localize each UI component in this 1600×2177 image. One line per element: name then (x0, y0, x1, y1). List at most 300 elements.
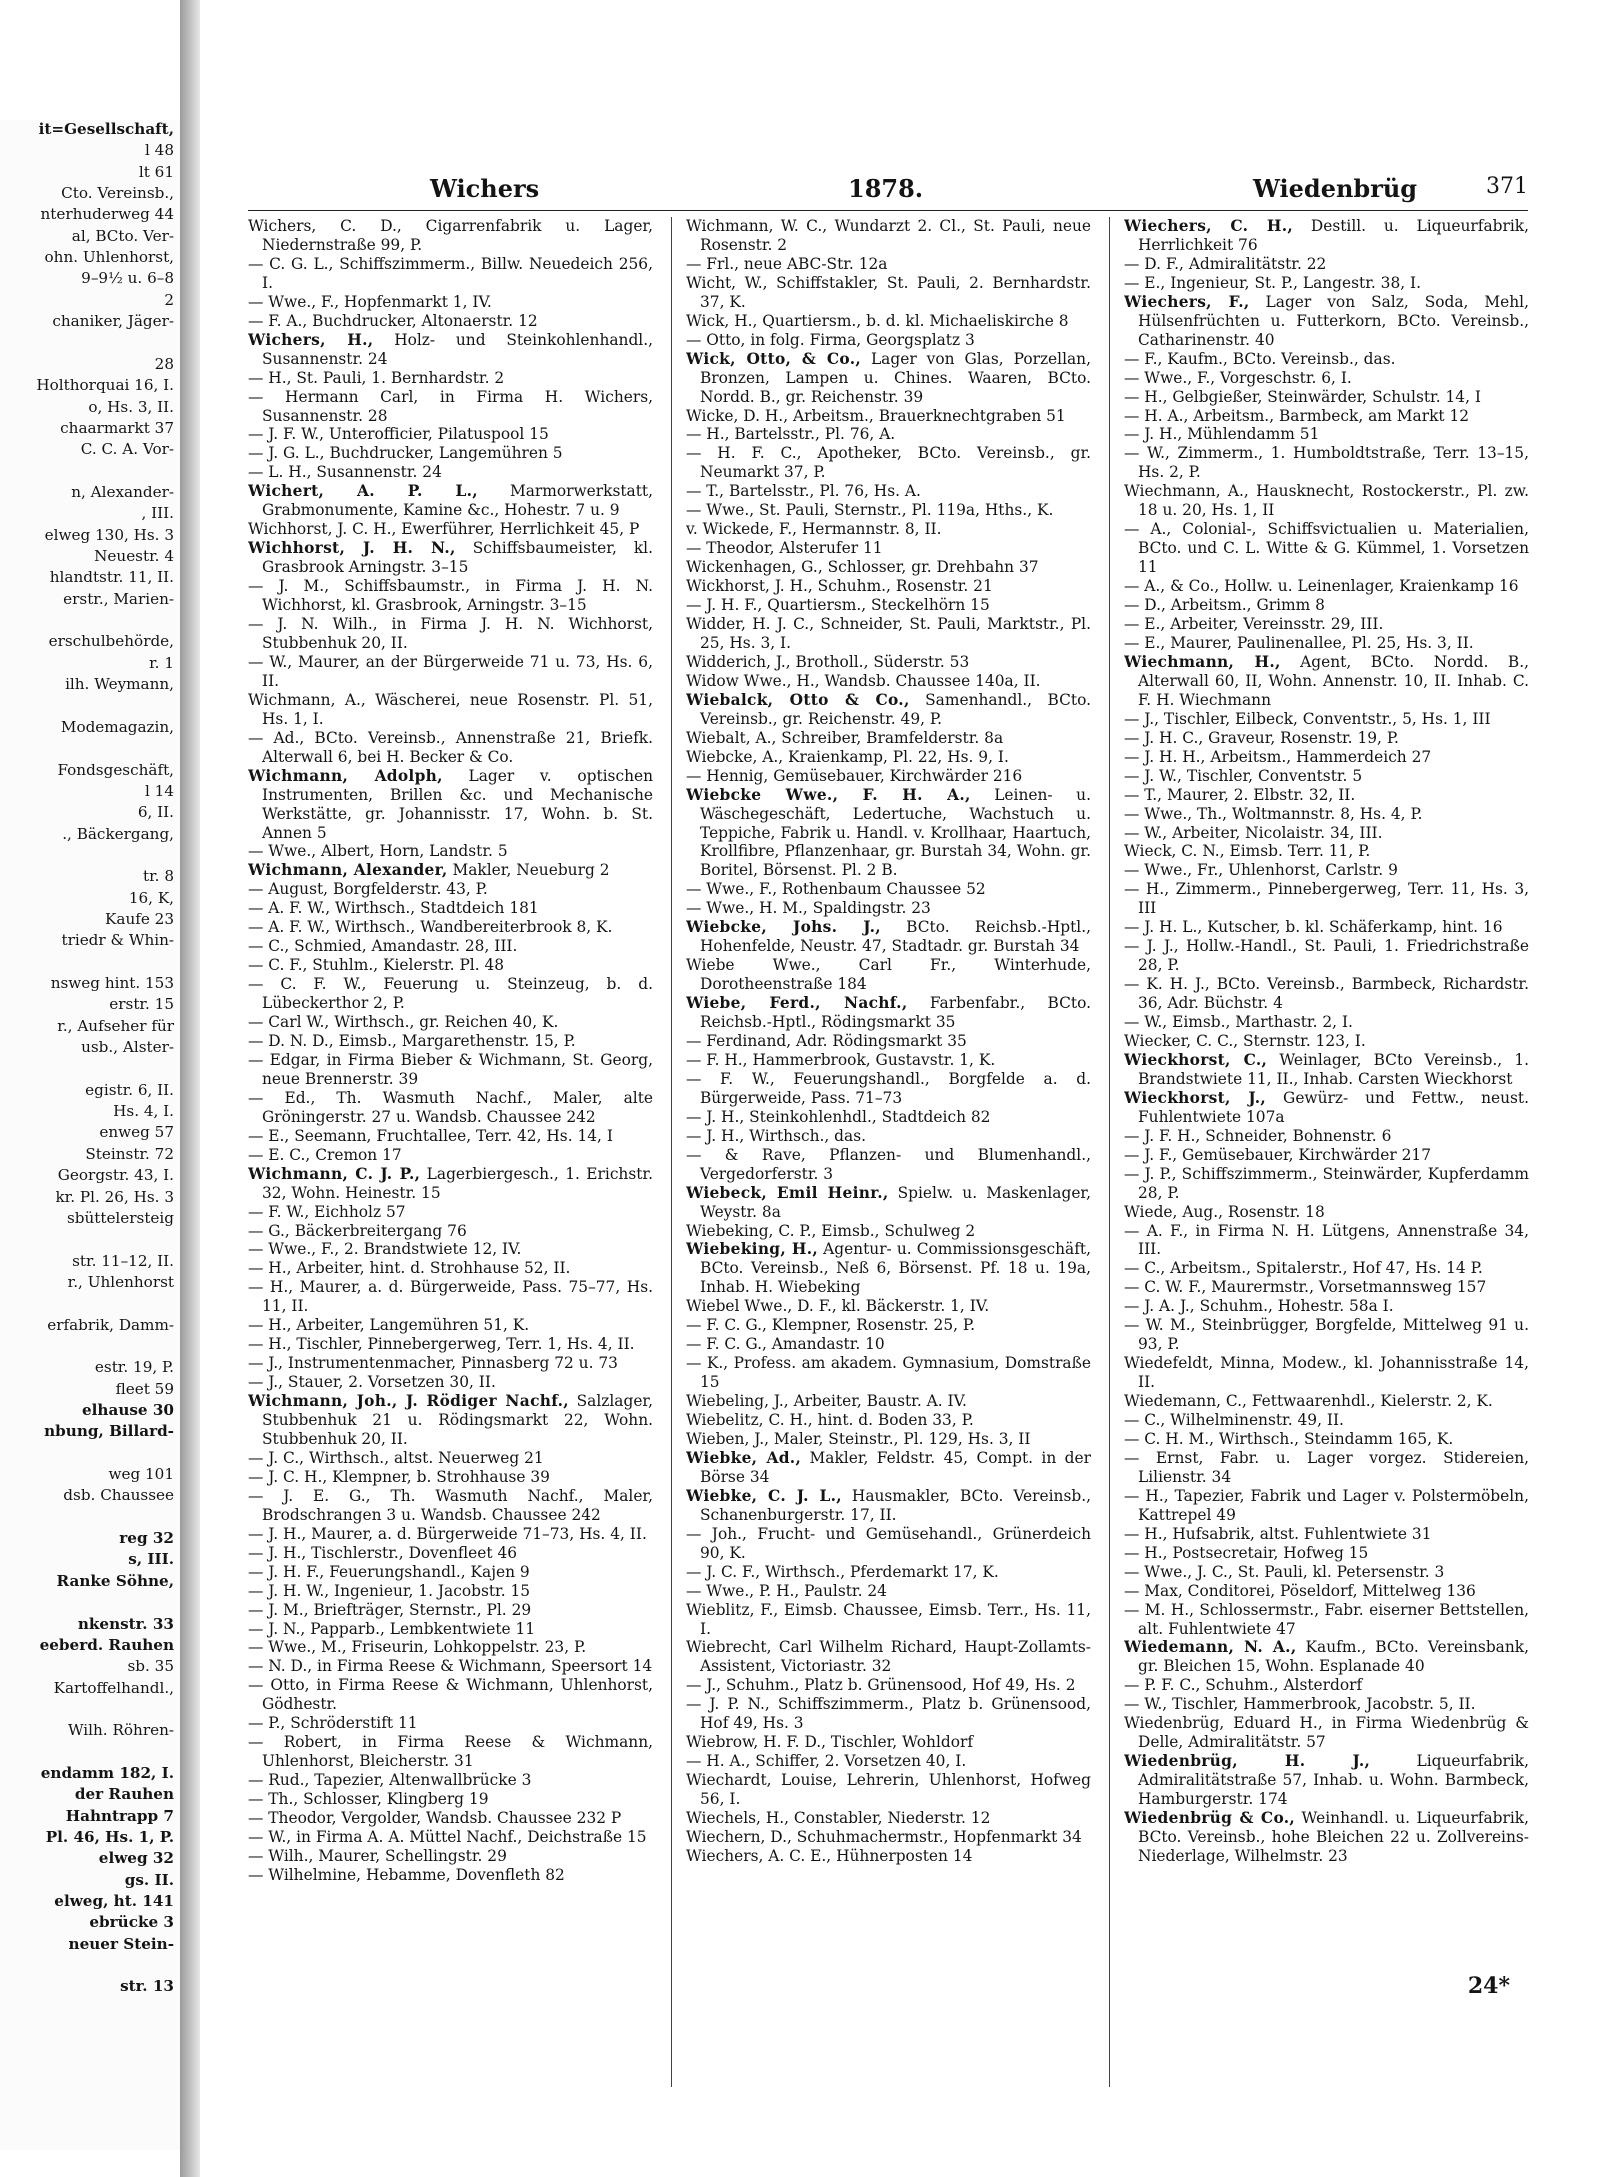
entry-details: Weinhandl. u. Liqueurfabrik, BCto. Vereinsb., hohe Bleichen 22 u. Zollvereins-Niederlage, Wilhelmstr. 23 (1138, 1809, 1529, 1865)
entry-details: Wiedemann, C., Fettwaarenhdl., Kielerstr. 2, K. (1124, 1392, 1493, 1411)
left-page-text-fragment: erfabrik, Damm- (47, 1315, 174, 1334)
directory-entry (248, 937, 653, 956)
entry-details: — Rud., Tapezier, Altenwallbrücke 3 (248, 1771, 532, 1790)
directory-entry (686, 994, 1091, 1032)
directory-entry (248, 1866, 653, 1885)
entry-name: Wichmann, Adolph, (248, 766, 443, 785)
entry-details: — Wwe., Albert, Horn, Landstr. 5 (248, 842, 508, 861)
directory-entry (686, 1240, 1091, 1297)
entry-name: Wiechmann, H., (1124, 652, 1281, 671)
left-page-text-fragment: Cto. Vereinsb., (61, 184, 174, 203)
entry-details: — Wwe., F., Rothenbaum Chaussee 52 (686, 880, 986, 899)
entry-details: Wiechern, D., Schuhmachermstr., Hopfenmarkt 34 (686, 1828, 1082, 1847)
directory-entry (686, 1032, 1091, 1051)
entry-details: Spielw. u. Maskenlager, Weystr. 8a (700, 1183, 1091, 1221)
entry-details: — J. F., Gemüsebauer, Kirchwärder 217 (1124, 1145, 1432, 1164)
entry-details: Wiebe Wwe., Carl Fr., Winterhude, Dorotheenstraße 184 (686, 956, 1091, 994)
entry-name: Wieckhorst, C., (1124, 1050, 1268, 1069)
left-page-text-fragment: elhause 30 (82, 1401, 174, 1419)
directory-entry (248, 369, 653, 388)
directory-entry (248, 1563, 653, 1582)
directory-entry (248, 217, 653, 255)
directory-entry (1124, 861, 1529, 880)
entry-name: Wiedenbrüg, H. J., (1124, 1752, 1371, 1771)
signature-mark: 24* (1467, 1973, 1510, 1999)
entry-details: — Joh., Frucht- und Gemüsehandl., Grünerdeich 90, K. (686, 1524, 1091, 1562)
left-page-text-fragment: fleet 59 (115, 1379, 174, 1398)
entry-details: — P. F. C., Schuhm., Alsterdorf (1124, 1676, 1363, 1695)
entry-details: — Ernst, Fabr. u. Lager vorgez. Stidereien, Lilienstr. 34 (1124, 1448, 1529, 1486)
directory-entry (1124, 1487, 1529, 1525)
directory-entry (686, 880, 1091, 899)
directory-entry (686, 1563, 1091, 1582)
directory-entry (248, 482, 653, 520)
left-page-text-fragment: 2 (164, 290, 174, 309)
directory-entry (1124, 1563, 1529, 1582)
directory-entry (686, 312, 1091, 331)
entry-details: — C., Schmied, Amandastr. 28, III. (248, 937, 518, 956)
left-page-text-fragment: reg 32 (119, 1529, 174, 1548)
entry-details: BCto. Reichsb.-Hptl., Hohenfelde, Neustr. 47, Stadtadr. gr. Burstah 34 (700, 918, 1091, 956)
entry-details: — H., Tapezier, Fabrik und Lager v. Polstermöbeln, Kattrepel 49 (1124, 1486, 1529, 1524)
directory-entry (248, 1259, 653, 1278)
directory-entry (248, 1203, 653, 1222)
directory-entry (248, 1544, 653, 1563)
directory-entry (686, 1127, 1091, 1146)
entry-details: — T., Bartelsstr., Pl. 76, Hs. A. (686, 482, 921, 501)
directory-entry (686, 558, 1091, 577)
entry-details: — J. E. G., Th. Wasmuth Nachf., Maler, Brodschrangen 3 u. Wandsb. Chaussee 242 (248, 1486, 653, 1524)
entry-details: — Th., Schlosser, Klingberg 19 (248, 1790, 489, 1809)
directory-entry (1124, 1544, 1529, 1563)
entry-details: — Otto, in folg. Firma, Georgsplatz 3 (686, 330, 975, 349)
directory-entry (686, 899, 1091, 918)
entry-details: — Wwe., Th., Woltmannstr. 8, Hs. 4, P. (1124, 804, 1423, 823)
entry-details: — J. C. F., Wirthsch., Pferdemarkt 17, K. (686, 1562, 999, 1581)
directory-page (248, 170, 1528, 2087)
entry-details: Agentur- u. Commissionsgeschäft, BCto. Vereinsb., Neß 6, Börsenst. Pf. 18 u. 19a, Inhab. H. Wiebeking (700, 1240, 1091, 1297)
directory-entry (1124, 369, 1529, 388)
entry-details: Wiedenbrüg, Eduard H., in Firma Wiedenbrüg & Delle, Admiralitätstr. 57 (1124, 1714, 1529, 1752)
left-page-text-fragment: nbung, Billard- (44, 1422, 174, 1441)
left-page-text-fragment: Georgstr. 43, I. (57, 1166, 174, 1185)
entry-details: — W., Maurer, an der Bürgerweide 71 u. 73, Hs. 6, II. (248, 652, 653, 690)
entry-details: — Hermann Carl, in Firma H. Wichers, Susannenstr. 28 (248, 387, 653, 425)
directory-entry (686, 956, 1091, 994)
directory-entry (248, 1771, 653, 1790)
directory-entry (686, 1430, 1091, 1449)
left-page-text-fragment: ., Bäckergang, (62, 824, 174, 843)
directory-entry (686, 672, 1091, 691)
left-page-text-fragment: it=Gesellschaft, (38, 120, 174, 138)
directory-entry (1124, 824, 1529, 843)
entry-details: Wicke, D. H., Arbeitsm., Brauerknechtgraben 51 (686, 406, 1066, 425)
directory-entry (686, 1146, 1091, 1184)
directory-entry (248, 918, 653, 937)
directory-entry (1124, 1354, 1529, 1392)
directory-entry (248, 463, 653, 482)
directory-entry (248, 1373, 653, 1392)
directory-entry (248, 1525, 653, 1544)
entry-details: — J. H. C., Graveur, Rosenstr. 19, P. (1124, 728, 1399, 747)
directory-entry (686, 1733, 1091, 1752)
directory-entry (248, 899, 653, 918)
entry-details: — J. M., Briefträger, Sternstr., Pl. 29 (248, 1600, 532, 1619)
previous-page-fragment (0, 120, 180, 2150)
entry-details: — J., Schuhm., Platz b. Grünensood, Hof 49, Hs. 2 (686, 1676, 1076, 1695)
entry-details: Makler, Feldstr. 45, Compt. in der Börse 34 (700, 1448, 1091, 1486)
directory-entry (686, 1847, 1091, 1866)
entry-details: — Wwe., P. H., Paulstr. 24 (686, 1581, 887, 1600)
entry-details: — H., St. Pauli, 1. Bernhardstr. 2 (248, 368, 505, 387)
directory-entry (1124, 937, 1529, 975)
directory-entry (248, 1449, 653, 1468)
entry-details: — A., Colonial-, Schiffsvictualien u. Materialien, BCto. und C. L. Witte & G. Kümmel, 1. Vorsetzen 11 (1124, 520, 1529, 577)
entry-details: Kaufm., BCto. Vereinsbank, gr. Bleichen 15, Wohn. Esplanade 40 (1138, 1638, 1529, 1676)
columns-area (248, 217, 1528, 2087)
page-number: 371 (1486, 174, 1528, 199)
entry-name: Wichmann, C. J. P., (248, 1164, 421, 1183)
entry-details: Weinlager, BCto Vereinsb., 1. Brandstwiete 11, II., Inhab. Carsten Wieckhorst (1138, 1050, 1529, 1088)
entry-details: — C., Wilhelminenstr. 49, II. (1124, 1411, 1344, 1430)
directory-entry (248, 1733, 653, 1771)
entry-details: — Wilhelmine, Hebamme, Dovenfleth 82 (248, 1865, 565, 1884)
entry-details: — J. F. W., Unterofficier, Pilatuspool 15 (248, 425, 549, 444)
entry-details: Wieck, C. N., Eimsb. Terr. 11, P. (1124, 842, 1371, 861)
directory-entry (248, 1847, 653, 1866)
left-page-text-fragment: gs. II. (124, 1870, 174, 1889)
entry-details: Wick, H., Quartiersm., b. d. kl. Michaeliskirche 8 (686, 311, 1069, 330)
entry-details: — H. A., Schiffer, 2. Vorsetzen 40, I. (686, 1752, 967, 1771)
directory-entry (686, 615, 1091, 653)
directory-entry (686, 1222, 1091, 1241)
entry-name: Wieckhorst, J., (1124, 1088, 1267, 1107)
entry-details: — F., Kaufm., BCto. Vereinsb., das. (1124, 349, 1396, 368)
directory-entry (248, 1013, 653, 1032)
entry-details: — J. H., Mühlendamm 51 (1124, 425, 1320, 444)
directory-entry (248, 1392, 653, 1449)
directory-entry (1124, 350, 1529, 369)
entry-name: Wichhorst, J. H. N., (248, 539, 456, 558)
directory-entry (1124, 274, 1529, 293)
entry-details: — Wilh., Maurer, Schellingstr. 29 (248, 1846, 507, 1865)
directory-entry (248, 1278, 653, 1316)
entry-details: — J. H., Steinkohlenhdl., Stadtdeich 82 (686, 1107, 991, 1126)
directory-entry (248, 615, 653, 653)
entry-details: Destill. u. Liqueurfabrik, Herrlichkeit 76 (1138, 217, 1529, 254)
directory-entry (686, 1676, 1091, 1695)
entry-details: — J. H., Tischlerstr., Dovenfleet 46 (248, 1543, 518, 1562)
entry-details: — J. J., Hollw.-Handl., St. Pauli, 1. Friedrichstraße 28, P. (1124, 937, 1529, 975)
entry-details: Wichmann, A., Wäscherei, neue Rosenstr. Pl. 51, Hs. 1, I. (248, 690, 653, 728)
entry-details: — N. D., in Firma Reese & Wichmann, Speersort 14 (248, 1657, 653, 1676)
left-page-text-fragment: erstr. 15 (109, 995, 174, 1014)
entry-details: Salzlager, Stubbenhuk 21 u. Rödingsmarkt 22, Wohn. Stubbenhuk 20, II. (262, 1392, 653, 1448)
directory-entry (1124, 520, 1529, 577)
entry-name: Wichers, H., (248, 330, 374, 349)
header-right-catchword: Wiedenbrüg (1253, 174, 1418, 203)
entry-name: Wichers, (248, 217, 317, 235)
entry-details: — J. N., Papparb., Lembkentwiete 11 (248, 1619, 536, 1638)
left-page-text-fragment: elweg, ht. 141 (54, 1892, 174, 1911)
entry-details: — J. G. L., Buchdrucker, Langemühren 5 (248, 444, 563, 463)
entry-details: Widder, H. J. C., Schneider, St. Pauli, Marktstr., Pl. 25, Hs. 3, I. (686, 615, 1091, 652)
column-1 (248, 217, 653, 2087)
left-page-text-fragment: lt 61 (138, 162, 174, 181)
directory-entry (686, 274, 1091, 312)
entry-details: Wiechers, A. C. E., Hühnerposten 14 (686, 1846, 973, 1865)
directory-entry (1124, 1601, 1529, 1639)
entry-details: — G., Bäckerbreitergang 76 (248, 1221, 467, 1240)
entry-name: Wichmann, Joh., J. Rödiger Nachf., (248, 1392, 569, 1411)
entry-details: Wiebrow, H. F. D., Tischler, Wohldorf (686, 1733, 974, 1752)
directory-entry (248, 1468, 653, 1487)
left-page-text-fragment: nsweg hint. 153 (50, 974, 174, 992)
entry-details: — F. H., Hammerbrook, Gustavstr. 1, K. (686, 1050, 996, 1069)
entry-details: — F. C. G., Amandastr. 10 (686, 1335, 885, 1354)
directory-entry (248, 1638, 653, 1657)
left-page-text-fragment: Neuestr. 4 (94, 547, 174, 565)
directory-entry (1124, 1638, 1529, 1676)
book-gutter (180, 0, 200, 2177)
entry-details: — Robert, in Firma Reese & Wichmann, Uhlenhorst, Bleicherstr. 31 (248, 1733, 653, 1771)
left-page-text-fragment: ebrücke 3 (89, 1913, 174, 1932)
directory-entry (686, 501, 1091, 520)
left-page-text-fragment: eeberd. Rauhen (39, 1635, 174, 1654)
left-page-text-fragment: Kartoffelhandl., (53, 1678, 174, 1697)
entry-details: — Theodor, Alsterufer 11 (686, 539, 883, 558)
directory-entry (686, 918, 1091, 956)
directory-entry (686, 729, 1091, 748)
entry-details: Schiffsbaumeister, kl. Grasbrook Arningstr. 3–15 (262, 539, 653, 577)
left-page-text-fragment: Wilh. Röhren- (67, 1721, 174, 1740)
left-page-text-fragment: nkenstr. 33 (77, 1614, 174, 1633)
directory-entry (1124, 880, 1529, 918)
entry-details: Samenhandl., BCto. Vereinsb., gr. Reichenstr. 49, P. (700, 690, 1091, 728)
directory-entry (686, 1184, 1091, 1222)
directory-entry (248, 255, 653, 293)
directory-entry (1124, 805, 1529, 824)
left-page-text-fragment: neuer Stein- (68, 1934, 174, 1953)
directory-entry (1124, 1714, 1529, 1752)
entry-details: — J., Tischler, Eilbeck, Conventstr., 5, Hs. 1, III (1124, 709, 1491, 728)
entry-name: Wiebcke, Johs. J., (686, 918, 881, 937)
entry-details: Wichmann, W. C., Wundarzt 2. Cl., St. Pauli, neue Rosenstr. 2 (686, 217, 1091, 254)
directory-entry (686, 331, 1091, 350)
left-page-text-fragment: Hs. 4, I. (113, 1102, 174, 1121)
entry-details: — Wwe., H. M., Spaldingstr. 23 (686, 899, 931, 918)
entry-details: — F. W., Eichholz 57 (248, 1202, 406, 1221)
entry-name: Wiechers, C. H., (1124, 217, 1294, 235)
entry-name: Wichert, A. P. L., (248, 482, 478, 501)
entry-details: — H., Gelbgießer, Steinwärder, Schulstr. 14, I (1124, 387, 1481, 406)
directory-entry (248, 1620, 653, 1639)
directory-entry (686, 1582, 1091, 1601)
directory-entry (1124, 1297, 1529, 1316)
directory-entry (1124, 1582, 1529, 1601)
entry-details: Wiedefeldt, Minna, Modew., kl. Johannisstraße 14, II. (1124, 1354, 1529, 1392)
entry-details: — Wwe., F., Hopfenmarkt 1, IV. (248, 292, 492, 311)
directory-entry (1124, 918, 1529, 937)
directory-entry (248, 653, 653, 691)
left-page-text-fragment: , III. (141, 504, 174, 523)
left-page-text-fragment: l 14 (144, 781, 174, 800)
directory-entry (686, 1771, 1091, 1809)
left-page-text-fragment: tr. 8 (142, 867, 174, 886)
left-page-text-fragment: egistr. 6, II. (85, 1080, 174, 1099)
directory-entry (686, 1695, 1091, 1733)
directory-entry (1124, 634, 1529, 653)
directory-entry (1124, 1430, 1529, 1449)
directory-entry (1124, 577, 1529, 596)
left-page-text-fragment: r., Uhlenhorst (67, 1272, 174, 1291)
entry-details: Leinen- u. Wäschegeschäft, Ledertuche, Wachstuch u. Teppiche, Fabrik u. Handl. v. Krollhaar, Haartuch, Krollfibre, Pflanzenhaar, gr. Burstah 34, Wohn. gr. Boritel, Börsenst. Pl. 2 B. (700, 785, 1091, 880)
entry-details: — D. N. D., Eimsb., Margarethenstr. 15, P. (248, 1031, 576, 1050)
entry-details: Gewürz- und Fettw., neust. Fuhlentwiete 107a (1138, 1088, 1529, 1126)
entry-details: — H., Hufsabrik, altst. Fuhlentwiete 31 (1124, 1524, 1432, 1543)
entry-details: — H., Maurer, a. d. Bürgerweide, Pass. 75–77, Hs. 11, II. (248, 1278, 653, 1316)
entry-details: Wieblitz, F., Eimsb. Chaussee, Eimsb. Terr., Hs. 11, I. (686, 1600, 1091, 1638)
entry-details: — Max, Conditorei, Pöseldorf, Mittelweg 136 (1124, 1581, 1476, 1600)
entry-details: Lagerbiergesch., 1. Erichstr. 32, Wohn. Heinestr. 15 (262, 1164, 653, 1202)
directory-entry (686, 1601, 1091, 1639)
entry-details: — W. M., Steinbrügger, Borgfelde, Mittelweg 91 u. 93, P. (1124, 1316, 1529, 1354)
entry-details: — C. H. M., Wirthsch., Steindamm 165, K. (1124, 1430, 1454, 1448)
directory-entry (1124, 388, 1529, 407)
entry-details: Wiebcke, A., Kraienkamp, Pl. 22, Hs. 9, I. (686, 747, 1009, 766)
directory-entry (248, 1032, 653, 1051)
entry-name: Wiedenbrüg & Co., (1124, 1809, 1296, 1828)
entry-details: — H. F. C., Apotheker, BCto. Vereinsb., gr. Neumarkt 37, P. (686, 444, 1091, 482)
entry-details: — K. H. J., BCto. Vereinsb., Barmbeck, Richardstr. 36, Adr. Büchstr. 4 (1124, 975, 1529, 1013)
directory-entry (1124, 710, 1529, 729)
directory-entry (1124, 1278, 1529, 1297)
entry-details: — C. W. F., Maurermstr., Vorsetmannsweg 157 (1124, 1278, 1487, 1297)
entry-details: Farbenfabr., BCto. Reichsb.-Hptl., Rödingsmarkt 35 (700, 994, 1091, 1032)
directory-entry (686, 425, 1091, 444)
entry-details: Hausmakler, BCto. Vereinsb., Schanenburgerstr. 17, II. (700, 1486, 1091, 1524)
entry-details: — Theodor, Vergolder, Wandsb. Chaussee 232 P (248, 1809, 622, 1828)
entry-details: — J. H. H., Arbeitsm., Hammerdeich 27 (1124, 747, 1432, 766)
column-rule (1109, 217, 1110, 2087)
directory-entry (248, 312, 653, 331)
entry-name: Wiebke, Ad., (686, 1448, 802, 1467)
directory-entry (248, 1354, 653, 1373)
entry-details: — J. H., Wirthsch., das. (686, 1126, 866, 1145)
directory-entry (1124, 615, 1529, 634)
directory-entry (686, 1487, 1091, 1525)
directory-entry (1124, 975, 1529, 1013)
entry-details: — H., Tischler, Pinnebergerweg, Terr. 1, Hs. 4, II. (248, 1335, 635, 1354)
directory-entry (686, 1108, 1091, 1127)
directory-entry (248, 1714, 653, 1733)
directory-entry (1124, 293, 1529, 350)
entry-details: Widow Wwe., H., Wandsb. Chaussee 140a, II. (686, 671, 1041, 690)
left-page-text-fragment: s, III. (128, 1550, 174, 1569)
entry-details: Wiebel Wwe., D. F., kl. Bäckerstr. 1, IV. (686, 1297, 990, 1316)
left-page-text-fragment: weg 101 (108, 1465, 174, 1484)
entry-details: — Wwe., M., Friseurin, Lohkoppelstr. 23, P. (248, 1638, 587, 1657)
directory-entry (686, 1354, 1091, 1392)
left-page-text-fragment: Ranke Söhne, (56, 1571, 174, 1590)
entry-details: Wiebeking, C. P., Eimsb., Schulweg 2 (686, 1221, 976, 1240)
entry-details: — Frl., neue ABC-Str. 12a (686, 254, 888, 273)
directory-entry (248, 425, 653, 444)
left-page-text-fragment: endamm 182, I. (40, 1763, 174, 1782)
left-page-text-fragment: elweg 32 (98, 1849, 174, 1868)
entry-details: — A. F. W., Wirthsch., Wandbereiterbrook 8, K. (248, 918, 613, 937)
directory-entry (686, 255, 1091, 274)
column-rule (671, 217, 672, 2087)
directory-entry (1124, 1203, 1529, 1222)
entry-details: — C. G. L., Schiffszimmerm., Billw. Neuedeich 256, I. (248, 254, 653, 292)
entry-details: — F. A., Buchdrucker, Altonaerstr. 12 (248, 311, 538, 330)
entry-details: Wiebalt, A., Schreiber, Bramfelderstr. 8a (686, 728, 1004, 747)
left-page-text-fragment: n, Alexander- (71, 482, 174, 501)
entry-details: — Ad., BCto. Vereinsb., Annenstraße 21, Briefk. Alterwall 6, bei H. Becker & Co. (248, 728, 653, 766)
left-page-text-fragment: 9–9½ u. 6–8 (81, 269, 174, 288)
directory-entry (686, 1411, 1091, 1430)
directory-entry (686, 1752, 1091, 1771)
left-page-text-fragment: ohn. Uhlenhorst, (44, 248, 174, 267)
directory-entry (1124, 1411, 1529, 1430)
directory-entry (248, 956, 653, 975)
directory-entry (248, 520, 653, 539)
entry-details: — K., Profess. am akadem. Gymnasium, Domstraße 15 (686, 1354, 1091, 1392)
left-page-text-fragment: str. 11–12, II. (72, 1251, 174, 1270)
left-page-text-fragment: str. 13 (120, 1977, 174, 1996)
left-page-text-fragment: o, Hs. 3, II. (88, 397, 174, 416)
directory-entry (248, 691, 653, 729)
entry-details: — H., Bartelsstr., Pl. 76, A. (686, 425, 896, 444)
left-page-text-fragment: l 48 (144, 141, 174, 160)
entry-details: — J. C., Wirthsch., altst. Neuerweg 21 (248, 1448, 544, 1467)
entry-details: — M. H., Schlossermstr., Fabr. eiserner Bettstellen, alt. Fuhlentwiete 47 (1124, 1600, 1529, 1638)
entry-details: — E. C., Cremon 17 (248, 1145, 402, 1164)
directory-entry (248, 577, 653, 615)
directory-entry (248, 1240, 653, 1259)
entry-name: Wiechers, F., (1124, 292, 1250, 311)
directory-entry (1124, 1449, 1529, 1487)
directory-entry (1124, 842, 1529, 861)
directory-entry (248, 1222, 653, 1241)
column-2 (686, 217, 1091, 2087)
entry-details: — J. P. N., Schiffszimmerm., Platz b. Grünensood, Hof 49, Hs. 3 (686, 1695, 1091, 1733)
entry-details: — J. C. H., Klempner, b. Strohhause 39 (248, 1467, 550, 1486)
left-page-text-fragment: usb., Alster- (81, 1038, 174, 1057)
directory-entry (1124, 729, 1529, 748)
directory-entry (686, 482, 1091, 501)
directory-entry (1124, 653, 1529, 710)
entry-details: — D., Arbeitsm., Grimm 8 (1124, 596, 1325, 615)
entry-details: — H., Arbeiter, Langemühren 51, K. (248, 1316, 530, 1335)
entry-details: Wichhorst, J. C. H., Ewerführer, Herrlichkeit 45, P (248, 520, 640, 539)
directory-entry (686, 1638, 1091, 1676)
left-page-text-fragment: sbüttelersteig (66, 1208, 174, 1227)
entry-details: — P., Schröderstift 11 (248, 1714, 418, 1733)
header-year: 1878. (848, 174, 924, 203)
entry-name: Wiedemann, N. A., (1124, 1638, 1297, 1657)
directory-entry (686, 1316, 1091, 1335)
entry-details: — J. H. L., Kutscher, b. kl. Schäferkamp, hint. 16 (1124, 918, 1503, 937)
left-page-text-fragment: triedr & Whin- (61, 931, 174, 950)
directory-entry (1124, 596, 1529, 615)
directory-entry (248, 861, 653, 880)
directory-entry (248, 444, 653, 463)
entry-details: Wickenhagen, G., Schlosser, gr. Drehbahn 37 (686, 558, 1039, 577)
entry-details: Liqueurfabrik, Admiralitätstraße 57, Inhab. u. Wohn. Barmbeck, Hamburgerstr. 174 (1138, 1752, 1529, 1809)
entry-details: — Carl W., Wirthsch., gr. Reichen 40, K. (248, 1013, 559, 1032)
